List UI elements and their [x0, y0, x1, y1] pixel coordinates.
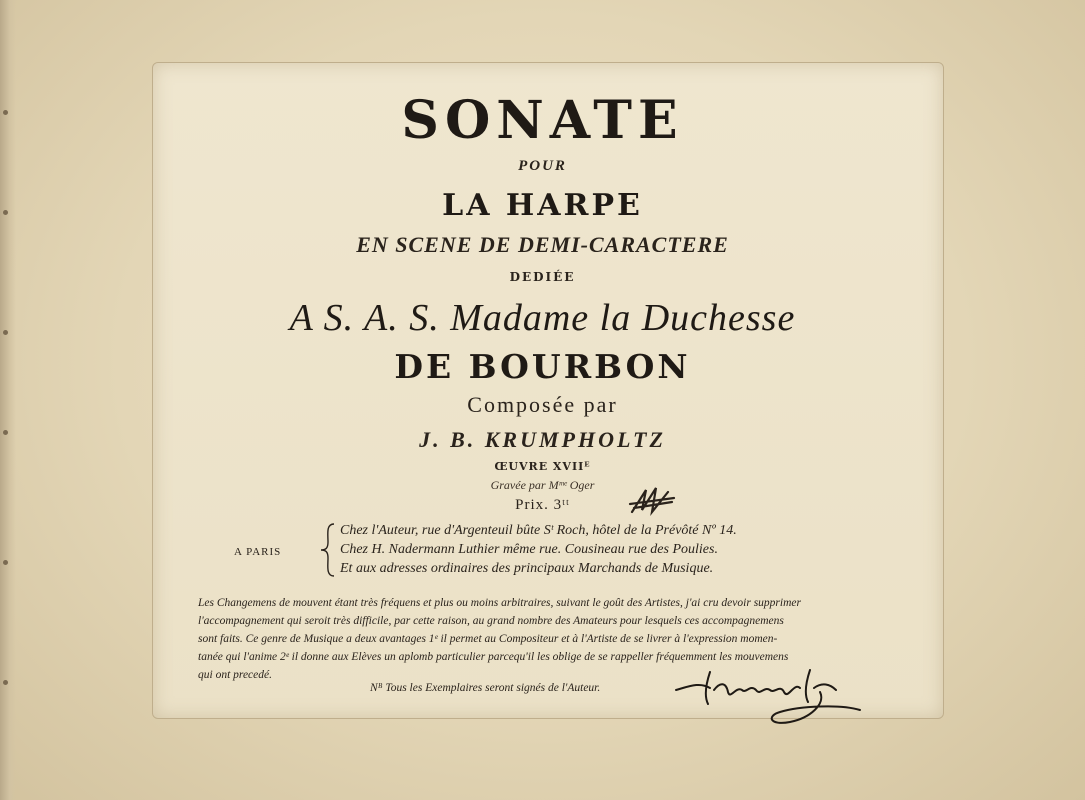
brace-icon: [318, 522, 338, 578]
pour-label: POUR: [518, 158, 567, 174]
note-line: l'accompagnement qui seroit très difficile, par cette raison, au grand nombre des Amateurs pour lesquels ces accompagnemens: [198, 615, 784, 627]
composed-by-label: Composée par: [467, 392, 618, 417]
ink-scribble: [628, 482, 678, 520]
dedicatee-name: DE BOURBON: [394, 347, 691, 386]
note-line: qui ont precedé.: [198, 669, 272, 681]
note-line: tanée qui l'anime 2ᵉ il donne aux Elèves un aplomb particulier parcequ'il les oblige de se rappeller fréquemment les mouvemens: [198, 651, 789, 663]
subtitle: EN SCENE DE DEMI-CARACTERE: [356, 232, 729, 257]
instrument-title: LA HARPE: [442, 188, 643, 223]
address-line: Chez l'Auteur, rue d'Argenteuil bûte Sᵗ Roch, hôtel de la Prévôté Nº 14.: [340, 523, 737, 538]
binding-hole: [3, 680, 8, 685]
main-title: SONATE: [401, 90, 684, 151]
publisher-city: A PARIS: [234, 546, 282, 558]
opus-number: ŒUVRE XVIIᴱ: [494, 460, 591, 473]
composer-name: J. B. KRUMPHOLTZ: [419, 427, 666, 452]
note-line: Les Changemens de mouvent étant très fréquens et plus ou moins arbitraires, suivant le goût des Artistes, j'ai cru devoir supprimer: [198, 597, 801, 609]
price-label: Prix. 3ᵗᵗ: [515, 497, 570, 513]
note-line: sont faits. Ce genre de Musique a deux avantages 1ᵉ il permet au Compositeur et à l'Artiste de se livrer à l'expression momen-: [198, 633, 778, 645]
address-line: Et aux adresses ordinaires des principaux Marchands de Musique.: [340, 561, 714, 576]
engraver-credit: Gravée par Mᵐᵉ Oger: [490, 478, 595, 492]
binding-hole: [3, 560, 8, 565]
address-line: Chez H. Nadermann Luthier même rue. Cousineau rue des Poulies.: [340, 542, 718, 557]
dedication-line: A S. A. S. Madame la Duchesse: [289, 297, 796, 339]
dedie-label: DEDIÉE: [509, 270, 576, 284]
footer-note: Nᴮ Tous les Exemplaires seront signés de l'Auteur.: [370, 682, 601, 694]
author-signature: [670, 664, 890, 736]
